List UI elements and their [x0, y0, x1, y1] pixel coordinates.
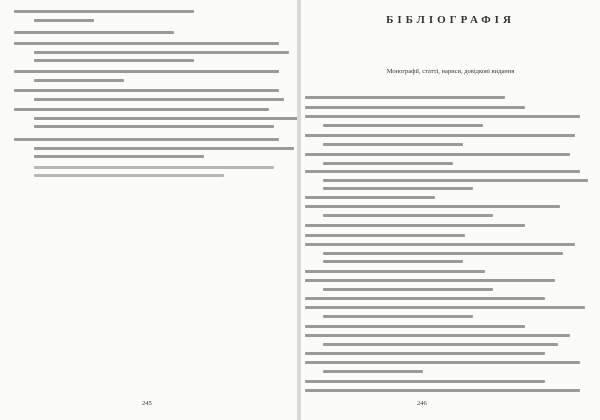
illegible-text-line — [34, 147, 294, 150]
illegible-text-line — [14, 70, 279, 73]
illegible-text-line — [34, 79, 124, 82]
illegible-text-line — [323, 187, 473, 190]
page-number-right: 246 — [417, 400, 427, 407]
illegible-text-line — [34, 59, 194, 62]
illegible-text-line — [323, 214, 493, 217]
illegible-text-line — [323, 343, 558, 346]
illegible-text-line — [34, 174, 224, 177]
illegible-text-line — [34, 98, 284, 101]
illegible-text-line — [305, 196, 435, 199]
illegible-text-line — [14, 138, 279, 141]
illegible-text-line — [34, 125, 274, 128]
illegible-text-line — [34, 166, 274, 169]
illegible-text-line — [14, 42, 279, 45]
illegible-text-line — [305, 380, 545, 383]
illegible-text-line — [323, 162, 453, 165]
illegible-text-line — [305, 96, 505, 99]
illegible-text-line — [323, 315, 473, 318]
illegible-text-line — [34, 51, 289, 54]
illegible-text-line — [14, 31, 174, 34]
illegible-text-line — [305, 279, 555, 282]
illegible-text-line — [305, 205, 560, 208]
bibliography-heading: БІБЛІОГРАФІЯ — [386, 14, 515, 26]
illegible-text-line — [34, 117, 297, 120]
illegible-text-line — [323, 260, 463, 263]
illegible-text-line — [305, 270, 485, 273]
illegible-text-line — [14, 108, 269, 111]
illegible-text-line — [305, 334, 570, 337]
illegible-text-line — [305, 389, 580, 392]
illegible-text-line — [323, 252, 563, 255]
illegible-text-line — [305, 352, 545, 355]
illegible-text-line — [14, 89, 279, 92]
illegible-text-line — [305, 106, 525, 109]
illegible-text-line — [305, 243, 575, 246]
illegible-text-line — [305, 306, 585, 309]
illegible-text-line — [323, 179, 588, 182]
right-page — [301, 0, 600, 420]
illegible-text-line — [305, 170, 580, 173]
illegible-text-line — [34, 19, 94, 22]
illegible-text-line — [34, 155, 204, 158]
illegible-text-line — [323, 143, 463, 146]
illegible-text-line — [14, 10, 194, 13]
illegible-text-line — [305, 153, 570, 156]
left-page — [0, 0, 297, 420]
illegible-text-line — [305, 325, 525, 328]
illegible-text-line — [305, 234, 465, 237]
illegible-text-line — [323, 288, 493, 291]
illegible-text-line — [305, 297, 545, 300]
illegible-text-line — [305, 115, 580, 118]
illegible-text-line — [305, 134, 575, 137]
illegible-text-line — [305, 361, 580, 364]
illegible-text-line — [305, 224, 525, 227]
illegible-text-line — [323, 370, 423, 373]
page-number-left: 245 — [142, 400, 152, 407]
bibliography-subheading: Монографії, статті, нариси, довідкові видання — [386, 68, 515, 75]
illegible-text-line — [323, 124, 483, 127]
